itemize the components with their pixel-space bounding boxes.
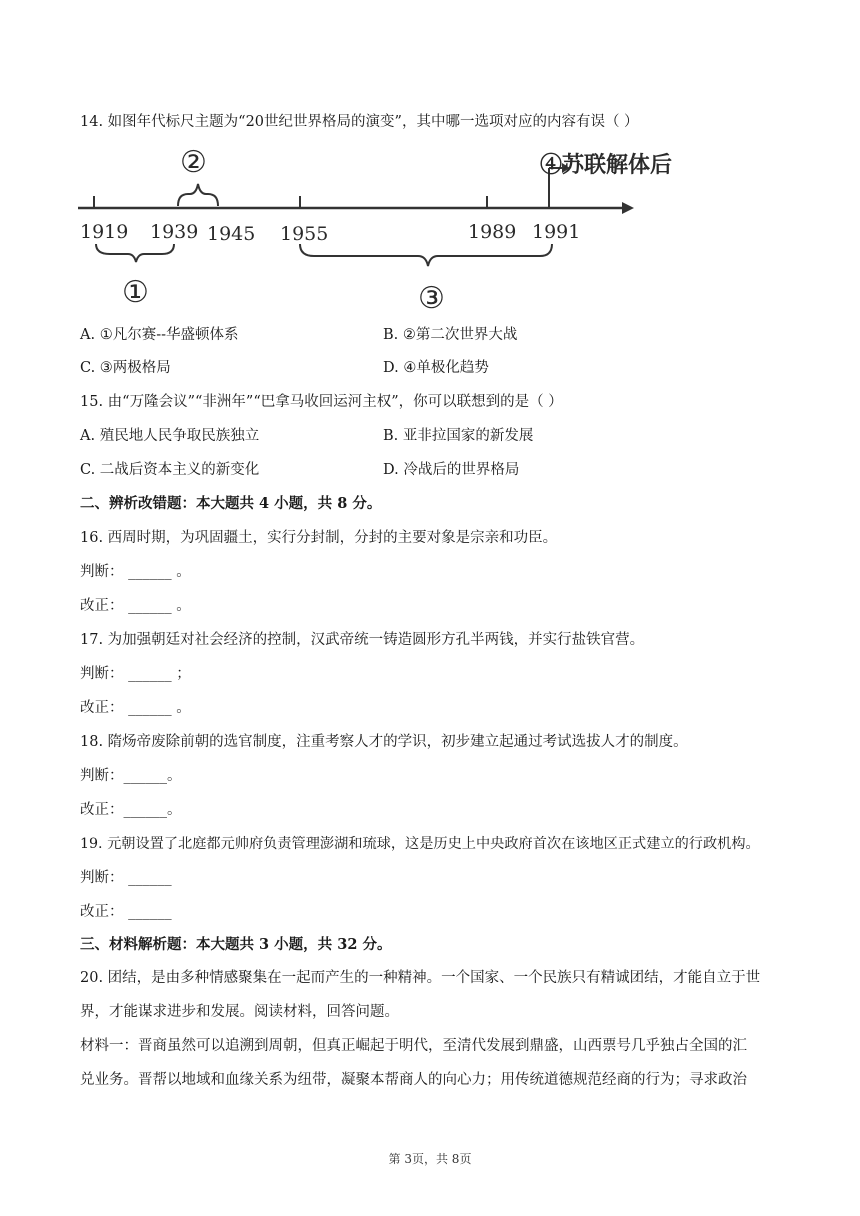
q20-line-2: 界，才能谋求进步和发展。阅读材料，回答问题。	[80, 1004, 399, 1020]
marker-3: ③	[418, 281, 445, 316]
q15-stem: 15. 由“万隆会议”“非洲年”“巴拿马收回运河主权”，你可以联想到的是（ ）	[80, 394, 563, 410]
q14-option-a: A. ①凡尔赛--华盛顿体系	[80, 327, 239, 343]
brace-3	[300, 244, 552, 266]
section-3-heading: 三、材料解析题：本大题共 3 小题，共 32 分。	[80, 936, 392, 953]
q15-option-a: A. 殖民地人民争取民族独立	[80, 428, 260, 444]
q16-judge: 判断： ______ 。	[80, 564, 191, 580]
year-label-1939: 1939	[150, 221, 199, 243]
marker-4-label: ④苏联解体后	[540, 152, 673, 178]
year-label-1989: 1989	[468, 221, 517, 243]
marker-1: ①	[122, 275, 149, 310]
q19-judge: 判断： ______	[80, 870, 172, 886]
brace-1	[96, 244, 174, 262]
q15-option-b: B. 亚非拉国家的新发展	[383, 428, 534, 444]
q16-stem: 16. 西周时期，为巩固疆土，实行分封制，分封的主要对象是宗亲和功臣。	[80, 530, 558, 546]
q15-option-c: C. 二战后资本主义的新变化	[80, 462, 260, 478]
q14-option-d: D. ④单极化趋势	[383, 360, 489, 376]
timeline-figure	[74, 140, 694, 320]
marker-2: ②	[180, 145, 207, 180]
q20-material1-line-1: 材料一：晋商虽然可以追溯到周朝，但真正崛起于明代，至清代发展到鼎盛，山西票号几乎独占全国的汇	[80, 1038, 747, 1054]
timeline-arrowhead	[622, 202, 634, 214]
q14-option-b: B. ②第二次世界大战	[383, 327, 518, 343]
q14-option-c: C. ③两极格局	[80, 360, 171, 376]
q15-option-d: D. 冷战后的世界格局	[383, 462, 520, 478]
q20-material1-line-2: 兑业务。晋帮以地域和血缘关系为纽带，凝聚本帮商人的向心力；用传统道德规范经商的行为；寻求政治	[80, 1072, 747, 1088]
q14-stem: 14. 如图年代标尺主题为“20世纪世界格局的演变”，其中哪一选项对应的内容有误（ ）	[80, 114, 639, 130]
q20-line-1: 20. 团结，是由多种情感聚集在一起而产生的一种精神。一个国家、一个民族只有精诚团结，才能自立于世	[80, 970, 761, 986]
q18-stem: 18. 隋炀帝废除前朝的选官制度，注重考察人才的学识，初步建立起通过考试选拔人才的制度。	[80, 734, 688, 750]
q19-correct: 改正： ______	[80, 904, 172, 920]
year-label-1991: 1991	[532, 221, 581, 243]
q17-stem: 17. 为加强朝廷对社会经济的控制，汉武帝统一铸造圆形方孔半两钱，并实行盐铁官营。	[80, 632, 645, 648]
brace-2	[178, 184, 218, 206]
q19-stem: 19. 元朝设置了北庭都元帅府负责管理澎湖和琉球，这是历史上中央政府首次在该地区正式建立的行政机构。	[80, 836, 760, 852]
q16-correct: 改正： ______ 。	[80, 598, 191, 614]
q18-correct: 改正：______。	[80, 802, 182, 818]
year-label-1919: 1919	[80, 221, 129, 243]
year-label-1945: 1945	[207, 223, 256, 245]
section-2-heading: 二、辨析改错题：本大题共 4 小题，共 8 分。	[80, 495, 382, 512]
q17-correct: 改正： ______ 。	[80, 700, 191, 716]
page-footer: 第 3页，共 8页	[388, 1152, 472, 1166]
year-label-1955: 1955	[280, 223, 329, 245]
q17-judge: 判断： ______ ；	[80, 666, 191, 682]
q18-judge: 判断：______。	[80, 768, 182, 784]
